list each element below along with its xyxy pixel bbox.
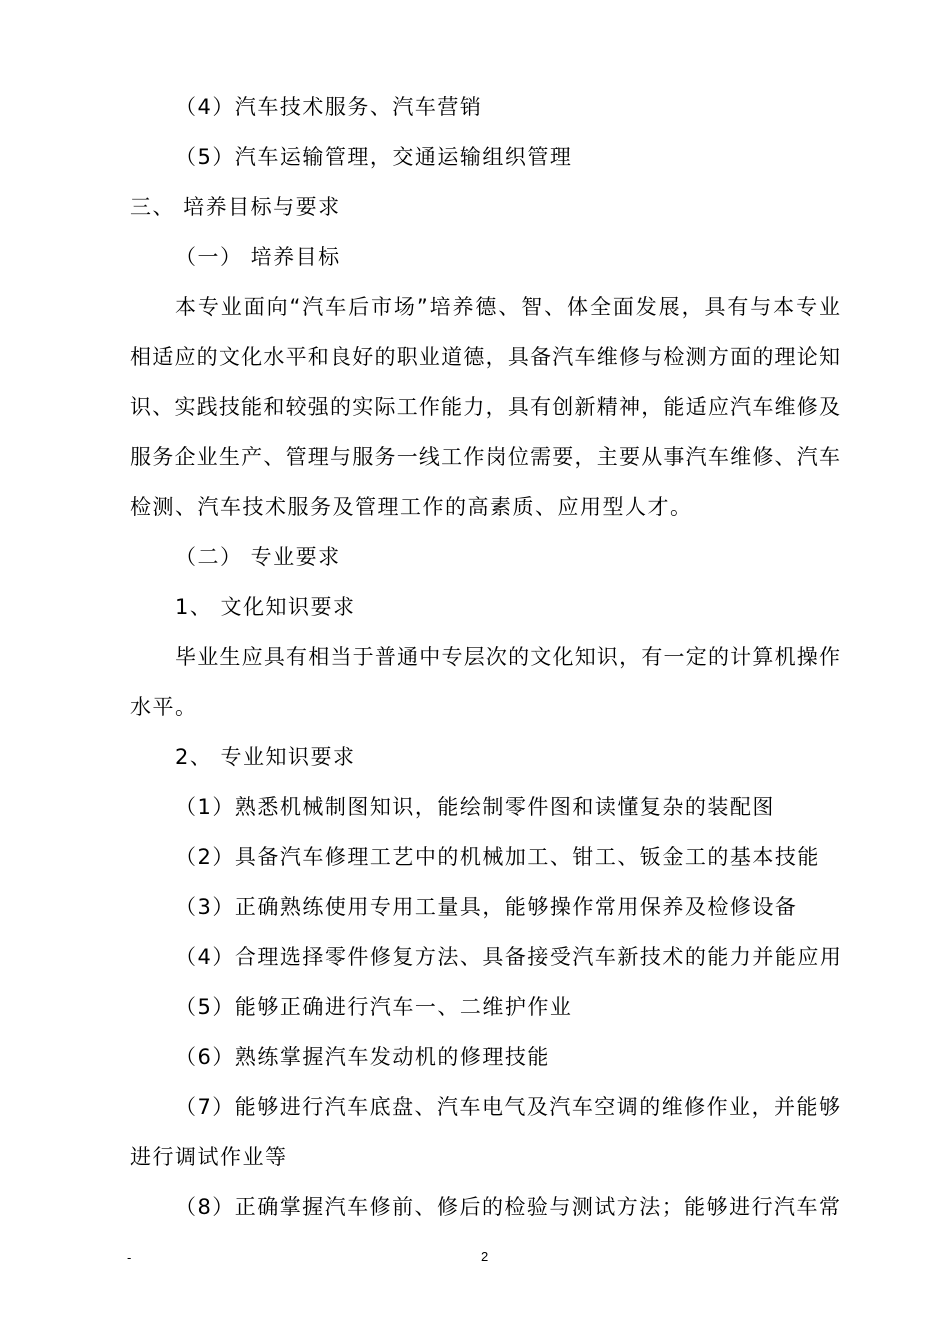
paragraph-line: 本专业面向“汽车后市场”培养德、智、体全面发展，具有与本专业 [175, 295, 840, 319]
list-item-7-cont: 进行调试作业等 [130, 1145, 288, 1169]
list-item-5: （5）汽车运输管理，交通运输组织管理 [175, 145, 573, 169]
list-item-4b: （4）合理选择零件修复方法、具备接受汽车新技术的能力并能应用 [175, 945, 843, 969]
list-item-7: （7）能够进行汽车底盘、汽车电气及汽车空调的维修作业，并能够 [175, 1095, 840, 1119]
paragraph-line: 服务企业生产、管理与服务一线工作岗位需要，主要从事汽车维修、汽车 [130, 445, 840, 469]
paragraph-line: 检测、汽车技术服务及管理工作的高素质、应用型人才。 [130, 495, 693, 519]
list-item-8: （8）正确掌握汽车修前、修后的检验与测试方法；能够进行汽车常 [175, 1195, 840, 1219]
footer-left-mark: - [127, 1250, 132, 1265]
subsection-heading-2: （二） 专业要求 [175, 545, 341, 569]
numbered-heading-1: 1、 文化知识要求 [175, 595, 356, 619]
paragraph-line: 识、实践技能和较强的实际工作能力，具有创新精神，能适应汽车维修及 [130, 395, 840, 419]
page-number: 2 [481, 1249, 489, 1264]
list-item-3: （3）正确熟练使用专用工量具，能够操作常用保养及检修设备 [175, 895, 798, 919]
numbered-heading-2: 2、 专业知识要求 [175, 745, 356, 769]
list-item-1: （1）熟悉机械制图知识，能绘制零件图和读懂复杂的装配图 [175, 795, 775, 819]
paragraph-line: 相适应的文化水平和良好的职业道德，具备汽车维修与检测方面的理论知 [130, 345, 840, 369]
list-item-5b: （5）能够正确进行汽车一、二维护作业 [175, 995, 573, 1019]
list-item-4: （4）汽车技术服务、汽车营销 [175, 95, 483, 119]
paragraph-line: 水平。 [130, 695, 198, 719]
list-item-2: （2）具备汽车修理工艺中的机械加工、钳工、钣金工的基本技能 [175, 845, 820, 869]
paragraph-line: 毕业生应具有相当于普通中专层次的文化知识，有一定的计算机操作 [175, 645, 840, 669]
list-item-6: （6）熟练掌握汽车发动机的修理技能 [175, 1045, 550, 1069]
section-heading-3: 三、 培养目标与要求 [130, 195, 341, 219]
subsection-heading-1: （一） 培养目标 [175, 245, 341, 269]
